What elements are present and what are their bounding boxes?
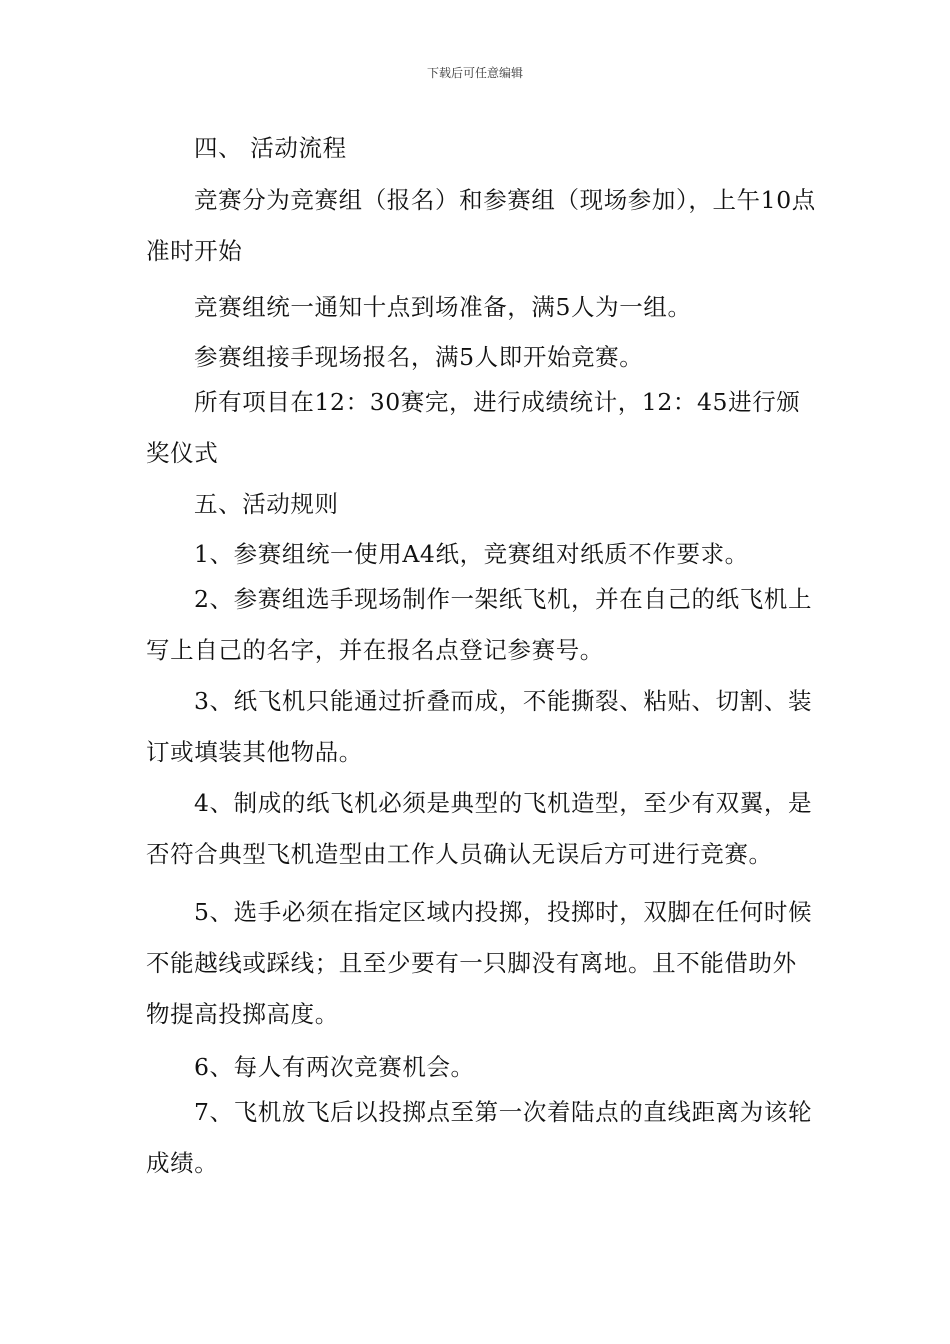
rule-item-4: 4、制成的纸飞机必须是典型的飞机造型，至少有双翼，是否符合典型飞机造型由工作人员确认无误后方可进行竞赛。 (146, 789, 813, 868)
flow-paragraph-4: 所有项目在12：30赛完，进行成绩统计，12：45进行颁奖仪式 (146, 388, 801, 467)
section-heading-activity-flow: 四、 活动流程 (194, 134, 347, 162)
flow-paragraph-1: 竞赛分为竞赛组（报名）和参赛组（现场参加），上午10点准时开始 (146, 186, 816, 265)
flow-paragraph-2: 竞赛组统一通知十点到场准备，满5人为一组。 (194, 293, 692, 321)
flow-paragraph-3: 参赛组接手现场报名，满5人即开始竞赛。 (194, 343, 644, 371)
rule-item-1: 1、参赛组统一使用A4纸，竞赛组对纸质不作要求。 (194, 540, 749, 568)
rule-item-2: 2、参赛组选手现场制作一架纸飞机，并在自己的纸飞机上写上自己的名字，并在报名点登记参赛号。 (146, 585, 813, 664)
rule-item-3: 3、纸飞机只能通过折叠而成，不能撕裂、粘贴、切割、装订或填装其他物品。 (146, 687, 813, 766)
page-header-note: 下载后可任意编辑 (426, 66, 523, 80)
rule-item-6: 6、每人有两次竞赛机会。 (194, 1053, 475, 1081)
rule-item-5: 5、选手必须在指定区域内投掷，投掷时，双脚在任何时候不能越线或踩线；且至少要有一只脚没有离地。且不能借助外物提高投掷高度。 (146, 898, 813, 1028)
section-heading-activity-rules: 五、活动规则 (194, 490, 339, 518)
document-body (146, 129, 816, 1189)
rule-item-7: 7、飞机放飞后以投掷点至第一次着陆点的直线距离为该轮成绩。 (146, 1098, 813, 1177)
